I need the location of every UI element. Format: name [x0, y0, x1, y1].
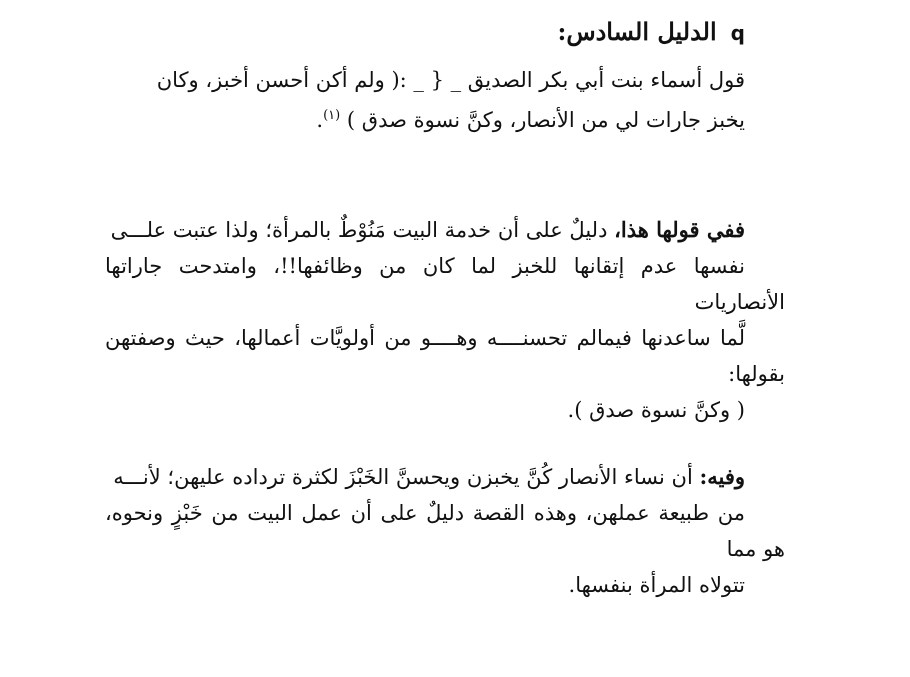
paragraph-text: أن نساء الأنصار كُنَّ يخبزن ويحسنَّ الخَبْزَ لكثرة ترداده عليهن؛ لأنـــه	[113, 465, 693, 489]
paragraph-line: لَّما ساعدنها فيمالم تحسنــــه وهــــو من أولويَّات أعمالها، حيث وصفتهن بقولها:	[105, 326, 785, 386]
section-heading	[557, 16, 745, 49]
document-page	[105, 0, 785, 677]
footnote-marker[interactable]: (١)	[323, 108, 341, 123]
paragraph-line: قول أسماء بنت أبي بكر الصديق _ { _ :( ولم أكن أحسن أخبز، وكان	[156, 68, 745, 92]
heading-title: الدليل السادس:	[557, 17, 717, 46]
quote-end: .	[316, 108, 324, 132]
paragraph-lead: وفيه:	[699, 464, 745, 489]
paragraph-line: نفسها عدم إتقانها للخبز لما كان من وظائفها!!، وامتدحت جاراتها الأنصاريات	[105, 254, 785, 314]
paragraph-line	[105, 212, 785, 248]
paragraph-text: دليلٌ على أن خدمة البيت مَنُوْطٌ بالمرأة؛ ولذا عتبت علـــى	[110, 218, 608, 242]
paragraph-lead: ففي قولها هذا،	[614, 217, 745, 242]
paragraph-commentary	[105, 212, 785, 428]
paragraph-line: تتولاه المرأة بنفسها.	[568, 573, 745, 597]
paragraph-quote	[105, 62, 785, 138]
paragraph-line	[105, 98, 785, 138]
bullet-icon: q	[730, 21, 745, 45]
paragraph-line	[105, 459, 785, 495]
paragraph-line: من طبيعة عملهن، وهذه القصة دليلٌ على أن عمل البيت من خَبْزٍ ونحوه، هو مما	[105, 501, 785, 561]
paragraph-line: ( وكنَّ نسوة صدق ).	[567, 398, 745, 422]
quote-text: يخبز جارات لي من الأنصار، وكنَّ نسوة صدق )	[346, 108, 745, 132]
paragraph-benefit	[105, 459, 785, 603]
